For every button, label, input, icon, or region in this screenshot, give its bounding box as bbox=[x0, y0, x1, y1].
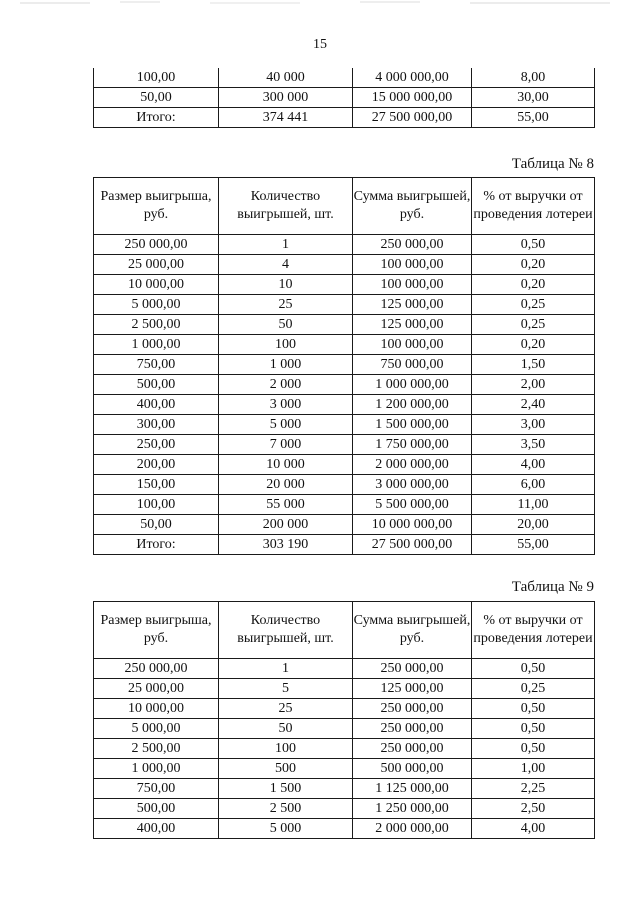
table-row bbox=[94, 779, 595, 799]
table-row bbox=[94, 108, 595, 128]
prize-count-cell: 200 000 bbox=[219, 515, 353, 535]
prize-size-cell: 500,00 bbox=[94, 375, 219, 395]
prize-size-cell: 10 000,00 bbox=[94, 699, 219, 719]
table-row bbox=[94, 799, 595, 819]
prize-size-cell: 250 000,00 bbox=[94, 235, 219, 255]
prize-size-cell: 100,00 bbox=[94, 495, 219, 515]
table-row bbox=[94, 535, 595, 555]
table-row bbox=[94, 455, 595, 475]
table-9-caption: Таблица № 9 bbox=[511, 579, 594, 595]
prize-size-cell: 25 000,00 bbox=[94, 255, 219, 275]
prize-count-cell: 100 bbox=[219, 335, 353, 355]
prize-sum-cell: 250 000,00 bbox=[353, 719, 472, 739]
table-row bbox=[94, 88, 595, 108]
prize-size-cell: 1 000,00 bbox=[94, 759, 219, 779]
prize-size-cell: 5 000,00 bbox=[94, 719, 219, 739]
prize-sum-cell: 750 000,00 bbox=[353, 355, 472, 375]
prize-sum-cell: 2 000 000,00 bbox=[353, 819, 472, 839]
prize-count-cell: 10 000 bbox=[219, 455, 353, 475]
prize-count-cell: 5 000 bbox=[219, 819, 353, 839]
table-row bbox=[94, 355, 595, 375]
prize-sum-cell: 100 000,00 bbox=[353, 255, 472, 275]
prize-sum-cell: 4 000 000,00 bbox=[353, 68, 472, 88]
revenue-percent-cell: 0,50 bbox=[472, 739, 595, 759]
header-prize-size: Размер выигрыша, руб. bbox=[94, 602, 219, 659]
prize-sum-cell: 500 000,00 bbox=[353, 759, 472, 779]
prize-size-cell: 10 000,00 bbox=[94, 275, 219, 295]
prize-size-cell: Итого: bbox=[94, 535, 219, 555]
continued-prize-table-body bbox=[94, 68, 595, 128]
prize-sum-cell: 2 000 000,00 bbox=[353, 455, 472, 475]
prize-size-cell: 2 500,00 bbox=[94, 315, 219, 335]
revenue-percent-cell: 0,20 bbox=[472, 275, 595, 295]
prize-sum-cell: 100 000,00 bbox=[353, 335, 472, 355]
revenue-percent-cell: 11,00 bbox=[472, 495, 595, 515]
prize-sum-cell: 27 500 000,00 bbox=[353, 535, 472, 555]
prize-size-cell: Итого: bbox=[94, 108, 219, 128]
prize-count-cell: 1 000 bbox=[219, 355, 353, 375]
header-revenue-percent: % от выручки от проведения лотереи bbox=[472, 602, 595, 659]
prize-sum-cell: 27 500 000,00 bbox=[353, 108, 472, 128]
prize-count-cell: 1 500 bbox=[219, 779, 353, 799]
prize-size-cell: 500,00 bbox=[94, 799, 219, 819]
table-row bbox=[94, 295, 595, 315]
prize-size-cell: 50,00 bbox=[94, 515, 219, 535]
revenue-percent-cell: 55,00 bbox=[472, 535, 595, 555]
prize-sum-cell: 125 000,00 bbox=[353, 295, 472, 315]
prize-sum-cell: 250 000,00 bbox=[353, 235, 472, 255]
prize-count-cell: 50 bbox=[219, 315, 353, 335]
prize-size-cell: 750,00 bbox=[94, 355, 219, 375]
table-row bbox=[94, 275, 595, 295]
prize-sum-cell: 1 250 000,00 bbox=[353, 799, 472, 819]
table-row bbox=[94, 819, 595, 839]
prize-size-cell: 5 000,00 bbox=[94, 295, 219, 315]
prize-size-cell: 250,00 bbox=[94, 435, 219, 455]
prize-count-cell: 300 000 bbox=[219, 88, 353, 108]
prize-sum-cell: 250 000,00 bbox=[353, 659, 472, 679]
revenue-percent-cell: 4,00 bbox=[472, 819, 595, 839]
prize-count-cell: 374 441 bbox=[219, 108, 353, 128]
prize-size-cell: 2 500,00 bbox=[94, 739, 219, 759]
prize-count-cell: 1 bbox=[219, 659, 353, 679]
prize-size-cell: 100,00 bbox=[94, 68, 219, 88]
prize-size-cell: 50,00 bbox=[94, 88, 219, 108]
prize-sum-cell: 1 750 000,00 bbox=[353, 435, 472, 455]
header-revenue-percent: % от выручки от проведения лотереи bbox=[472, 178, 595, 235]
prize-size-cell: 400,00 bbox=[94, 395, 219, 415]
prize-count-cell: 5 bbox=[219, 679, 353, 699]
prize-size-cell: 750,00 bbox=[94, 779, 219, 799]
table-row bbox=[94, 315, 595, 335]
table-row bbox=[94, 375, 595, 395]
table-row bbox=[94, 415, 595, 435]
prize-size-cell: 25 000,00 bbox=[94, 679, 219, 699]
prize-sum-cell: 125 000,00 bbox=[353, 315, 472, 335]
table-header-row bbox=[94, 178, 595, 235]
revenue-percent-cell: 3,50 bbox=[472, 435, 595, 455]
prize-size-cell: 1 000,00 bbox=[94, 335, 219, 355]
prize-size-cell: 400,00 bbox=[94, 819, 219, 839]
header-prize-count: Количество выигрышей, шт. bbox=[219, 602, 353, 659]
prize-sum-cell: 1 200 000,00 bbox=[353, 395, 472, 415]
table-row bbox=[94, 679, 595, 699]
revenue-percent-cell: 2,50 bbox=[472, 799, 595, 819]
revenue-percent-cell: 6,00 bbox=[472, 475, 595, 495]
page-number: 15 bbox=[313, 37, 327, 52]
revenue-percent-cell: 0,50 bbox=[472, 659, 595, 679]
revenue-percent-cell: 8,00 bbox=[472, 68, 595, 88]
prize-size-cell: 150,00 bbox=[94, 475, 219, 495]
prize-count-cell: 25 bbox=[219, 295, 353, 315]
table-row bbox=[94, 335, 595, 355]
prize-count-cell: 4 bbox=[219, 255, 353, 275]
revenue-percent-cell: 2,40 bbox=[472, 395, 595, 415]
revenue-percent-cell: 55,00 bbox=[472, 108, 595, 128]
revenue-percent-cell: 0,50 bbox=[472, 699, 595, 719]
table-row bbox=[94, 255, 595, 275]
prize-sum-cell: 250 000,00 bbox=[353, 699, 472, 719]
prize-count-cell: 100 bbox=[219, 739, 353, 759]
prize-size-cell: 250 000,00 bbox=[94, 659, 219, 679]
prize-count-cell: 10 bbox=[219, 275, 353, 295]
revenue-percent-cell: 1,50 bbox=[472, 355, 595, 375]
prize-table-8 bbox=[93, 177, 595, 555]
table-row bbox=[94, 659, 595, 679]
prize-count-cell: 25 bbox=[219, 699, 353, 719]
header-prize-count: Количество выигрышей, шт. bbox=[219, 178, 353, 235]
revenue-percent-cell: 4,00 bbox=[472, 455, 595, 475]
prize-count-cell: 2 500 bbox=[219, 799, 353, 819]
prize-count-cell: 55 000 bbox=[219, 495, 353, 515]
revenue-percent-cell: 0,20 bbox=[472, 335, 595, 355]
table-row bbox=[94, 435, 595, 455]
revenue-percent-cell: 20,00 bbox=[472, 515, 595, 535]
table-header-row bbox=[94, 602, 595, 659]
prize-count-cell: 7 000 bbox=[219, 435, 353, 455]
prize-sum-cell: 100 000,00 bbox=[353, 275, 472, 295]
prize-count-cell: 500 bbox=[219, 759, 353, 779]
prize-table-8-body bbox=[94, 235, 595, 555]
revenue-percent-cell: 0,50 bbox=[472, 719, 595, 739]
revenue-percent-cell: 2,00 bbox=[472, 375, 595, 395]
table-row bbox=[94, 515, 595, 535]
revenue-percent-cell: 0,25 bbox=[472, 295, 595, 315]
prize-count-cell: 2 000 bbox=[219, 375, 353, 395]
prize-count-cell: 3 000 bbox=[219, 395, 353, 415]
prize-count-cell: 5 000 bbox=[219, 415, 353, 435]
prize-size-cell: 200,00 bbox=[94, 455, 219, 475]
table-row bbox=[94, 699, 595, 719]
prize-sum-cell: 125 000,00 bbox=[353, 679, 472, 699]
prize-sum-cell: 5 500 000,00 bbox=[353, 495, 472, 515]
prize-sum-cell: 1 125 000,00 bbox=[353, 779, 472, 799]
prize-table-9 bbox=[93, 601, 595, 839]
table-8-caption: Таблица № 8 bbox=[511, 156, 594, 172]
prize-sum-cell: 3 000 000,00 bbox=[353, 475, 472, 495]
revenue-percent-cell: 0,50 bbox=[472, 235, 595, 255]
prize-count-cell: 1 bbox=[219, 235, 353, 255]
revenue-percent-cell: 30,00 bbox=[472, 88, 595, 108]
table-row bbox=[94, 68, 595, 88]
table-row bbox=[94, 495, 595, 515]
header-prize-sum: Сумма выигрышей, руб. bbox=[353, 178, 472, 235]
prize-sum-cell: 1 500 000,00 bbox=[353, 415, 472, 435]
prize-sum-cell: 1 000 000,00 bbox=[353, 375, 472, 395]
prize-sum-cell: 10 000 000,00 bbox=[353, 515, 472, 535]
revenue-percent-cell: 3,00 bbox=[472, 415, 595, 435]
table-row bbox=[94, 235, 595, 255]
scan-edge-marks bbox=[0, 0, 640, 8]
table-row bbox=[94, 719, 595, 739]
prize-sum-cell: 15 000 000,00 bbox=[353, 88, 472, 108]
header-prize-sum: Сумма выигрышей, руб. bbox=[353, 602, 472, 659]
prize-sum-cell: 250 000,00 bbox=[353, 739, 472, 759]
revenue-percent-cell: 2,25 bbox=[472, 779, 595, 799]
continued-prize-table bbox=[93, 68, 595, 128]
prize-table-9-body bbox=[94, 659, 595, 839]
prize-count-cell: 303 190 bbox=[219, 535, 353, 555]
revenue-percent-cell: 1,00 bbox=[472, 759, 595, 779]
table-row bbox=[94, 739, 595, 759]
table-row bbox=[94, 759, 595, 779]
table-row bbox=[94, 475, 595, 495]
prize-count-cell: 20 000 bbox=[219, 475, 353, 495]
prize-count-cell: 40 000 bbox=[219, 68, 353, 88]
table-row bbox=[94, 395, 595, 415]
revenue-percent-cell: 0,20 bbox=[472, 255, 595, 275]
revenue-percent-cell: 0,25 bbox=[472, 315, 595, 335]
header-prize-size: Размер выигрыша, руб. bbox=[94, 178, 219, 235]
prize-size-cell: 300,00 bbox=[94, 415, 219, 435]
prize-count-cell: 50 bbox=[219, 719, 353, 739]
revenue-percent-cell: 0,25 bbox=[472, 679, 595, 699]
